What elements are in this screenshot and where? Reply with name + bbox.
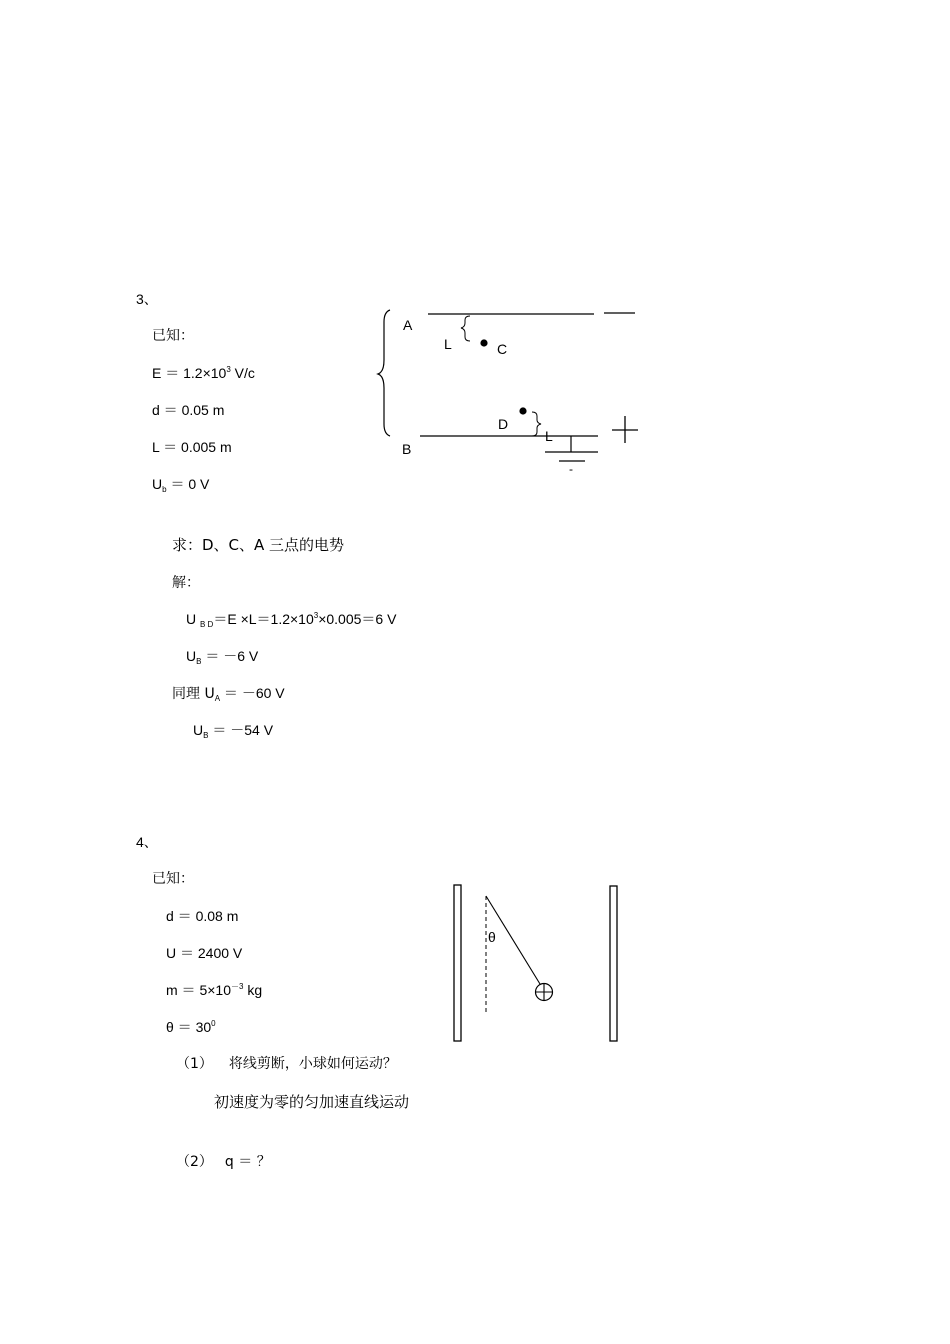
q4-given-d: d ＝ 0.08 m	[166, 908, 239, 924]
q4-right-plate	[610, 886, 617, 1041]
q3-solution-line4: $U_B = -54$ V	[193, 722, 274, 740]
q3-known-label: 已知：	[152, 328, 194, 344]
q3-label-B: B	[402, 441, 412, 457]
q3-ground-minus: -	[569, 462, 573, 476]
q3-given-L: L ＝ 0.005 m	[152, 439, 232, 455]
q3-label-L-top: L	[444, 336, 452, 352]
q3-given-E: $E = 1.2\times 10^3$ V/c	[152, 365, 255, 381]
q4-given-m: $m = 5\times 10^{-3}$ kg	[166, 982, 263, 998]
q3-given-Ub: $U_b = 0$ V	[152, 476, 210, 494]
q4-given-theta: $\theta = 30^0$	[166, 1019, 216, 1035]
q4-number: 4、	[136, 834, 158, 850]
q3-number: 3、	[136, 291, 158, 307]
q4-known-label: 已知：	[152, 871, 194, 887]
q3-given-d: d ＝ 0.05 m	[152, 402, 225, 418]
q4-part2: （2） q ＝ ？	[176, 1154, 271, 1170]
q3-solution-line1: U $_{B D}=E \times L=1.2\times 10^3\times 0.005=6$ V	[186, 611, 397, 629]
q3-solution-label: 解：	[172, 575, 200, 591]
q3-solution-line3: 同理 $U_A = -60$ V	[172, 685, 285, 703]
q4-part1: （1） 将线剪断，小球如何运动？	[176, 1056, 397, 1072]
q4-part1-answer: 初速度为零的匀加速直线运动	[214, 1093, 410, 1111]
q4-given-U: U ＝ 2400 V	[166, 945, 243, 961]
q3-label-D: D	[498, 416, 509, 432]
q4-label-theta: θ	[488, 929, 496, 945]
q4-left-plate	[454, 885, 461, 1041]
q3-label-L-bottom: L	[545, 428, 553, 444]
q3-label-A: A	[403, 317, 413, 333]
q3-solution-line2: $U_B = -6$ V	[186, 648, 259, 666]
q3-question: 求：D、C、A 三点的电势	[172, 536, 345, 554]
q3-label-C: C	[497, 341, 508, 357]
